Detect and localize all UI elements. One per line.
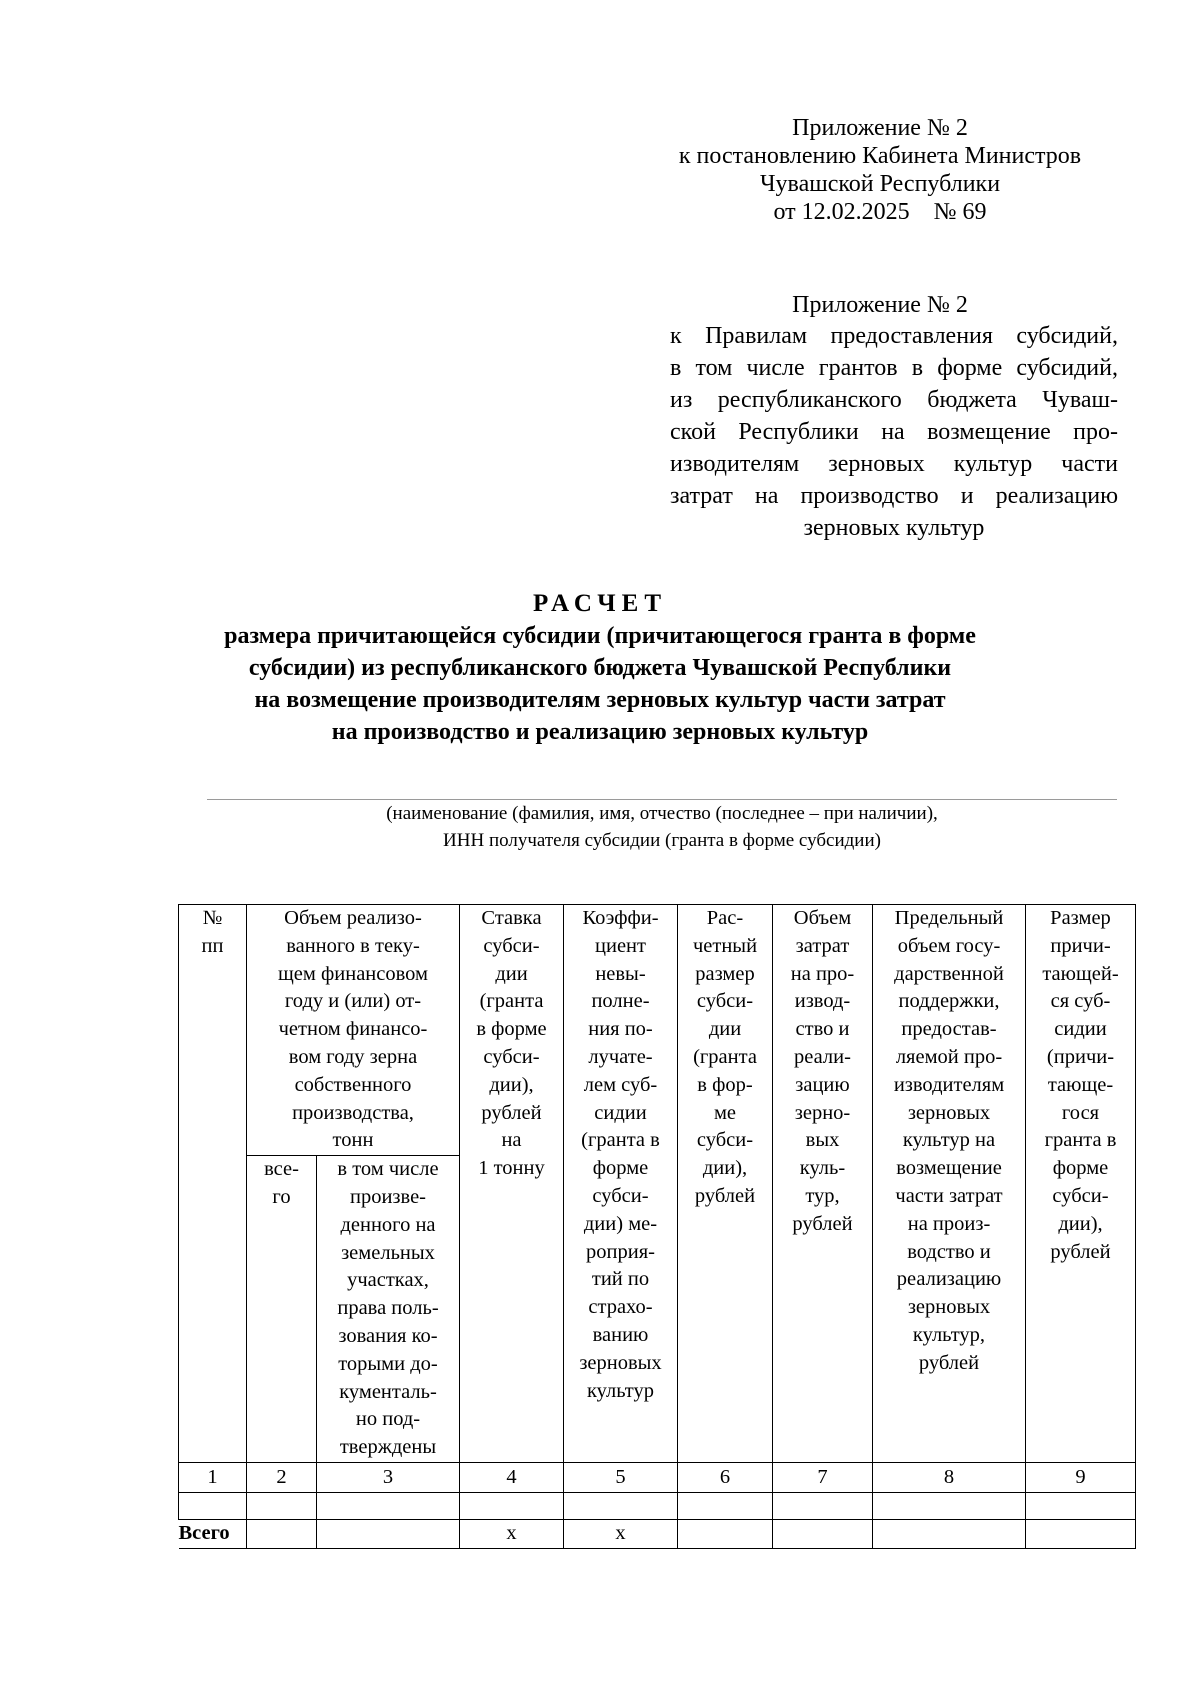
header-volume-group-cell bbox=[247, 905, 460, 1156]
header-line: в форме bbox=[476, 1018, 547, 1041]
header-line: рублей bbox=[694, 1184, 756, 1207]
header-line: (гранта в bbox=[581, 1129, 660, 1152]
header-costs-text bbox=[775, 905, 870, 1239]
subsidy-calculation-table bbox=[178, 904, 1136, 1549]
header-line: поддержки, bbox=[898, 990, 1000, 1013]
header-line: куль- bbox=[799, 1157, 846, 1180]
total-row bbox=[179, 1519, 1136, 1548]
rules-appendix-line: затрат на производство и реализацию bbox=[670, 483, 1118, 509]
header-line: ся суб- bbox=[1050, 990, 1111, 1013]
header-line: Предельный bbox=[894, 907, 1004, 929]
header-line: водство и bbox=[907, 1240, 991, 1263]
header-volume-own-land-cell bbox=[317, 1156, 460, 1463]
document-subtitle-line: на возмещение производителям зерновых культур части затрат bbox=[254, 687, 946, 713]
header-line: Объем bbox=[793, 907, 852, 929]
column-number-cell: 5 bbox=[564, 1462, 678, 1492]
header-line: Размер bbox=[1050, 907, 1111, 929]
header-line: изводителям bbox=[893, 1073, 1005, 1096]
header-volume-total-cell bbox=[247, 1156, 317, 1463]
column-number-cell: 4 bbox=[460, 1462, 564, 1492]
header-line: причи- bbox=[1050, 934, 1111, 957]
header-line: полне- bbox=[591, 990, 650, 1013]
table-cell[interactable] bbox=[247, 1492, 317, 1519]
header-limit-text bbox=[875, 905, 1023, 1378]
header-line: гранта в bbox=[1044, 1129, 1117, 1152]
header-line: четном финансо- bbox=[278, 1018, 428, 1041]
column-number-cell: 6 bbox=[678, 1462, 773, 1492]
header-line: циент bbox=[595, 934, 646, 957]
header-line: рублей bbox=[918, 1351, 980, 1374]
header-calculated-amount-text bbox=[680, 905, 770, 1211]
total-cell[interactable] bbox=[317, 1519, 460, 1548]
header-line: лем суб- bbox=[583, 1073, 658, 1096]
header-line: ванного в теку- bbox=[286, 934, 420, 957]
header-line: на произ- bbox=[907, 1212, 991, 1235]
header-line: сидии bbox=[594, 1101, 647, 1124]
header-line: дарственной bbox=[894, 962, 1004, 985]
header-line: культур bbox=[586, 1379, 654, 1402]
document-subtitle-line: на производство и реализацию зерновых культур bbox=[331, 719, 869, 745]
header-line: лучате- bbox=[588, 1045, 653, 1068]
recipient-caption bbox=[207, 800, 1117, 854]
header-line: № bbox=[202, 907, 223, 929]
header-line: участках, bbox=[347, 1269, 429, 1292]
header-coefficient-cell bbox=[564, 905, 678, 1463]
table-cell[interactable] bbox=[678, 1492, 773, 1519]
header-line: дии) ме- bbox=[583, 1212, 658, 1235]
decree-appendix-header bbox=[640, 114, 1120, 226]
document-heading bbox=[170, 588, 1030, 748]
header-line: зерновых bbox=[579, 1351, 662, 1374]
header-line: производства, bbox=[292, 1101, 414, 1124]
header-line: тверждены bbox=[339, 1436, 437, 1459]
document-subtitle-line: размера причитающейся субсидии (причитающегося гранта в форме bbox=[224, 623, 976, 649]
header-volume-group-text bbox=[249, 905, 457, 1155]
rules-appendix-line: зерновых культур bbox=[803, 515, 985, 541]
header-line: году и (или) от- bbox=[284, 990, 422, 1013]
header-line: Ставка bbox=[481, 907, 542, 929]
header-line: возмещение bbox=[896, 1157, 1002, 1180]
decree-reference: к постановлению Кабинета Министров bbox=[678, 143, 1082, 169]
rules-appendix-line: ской Республики на возмещение про- bbox=[670, 419, 1118, 445]
header-line: субси- bbox=[696, 990, 754, 1013]
header-line: ство и bbox=[795, 1018, 850, 1041]
header-line: рублей bbox=[792, 1212, 853, 1235]
header-line: торыми до- bbox=[338, 1352, 438, 1375]
total-cell[interactable] bbox=[873, 1519, 1026, 1548]
header-line: дии), bbox=[702, 1157, 748, 1180]
column-number-cell: 8 bbox=[873, 1462, 1026, 1492]
header-line: реализацию bbox=[896, 1268, 1002, 1291]
table-row bbox=[179, 1492, 1136, 1519]
header-number-cell bbox=[179, 905, 247, 1463]
header-line: 1 тонну bbox=[478, 1157, 545, 1180]
rules-appendix-line: в том числе грантов в форме субсидий, bbox=[670, 355, 1118, 381]
rules-appendix-line: к Правилам предоставления субсидий, bbox=[670, 323, 1118, 349]
header-line: тающей- bbox=[1042, 962, 1119, 985]
table-cell[interactable] bbox=[873, 1492, 1026, 1519]
header-line: субси- bbox=[483, 1045, 540, 1068]
header-line: го bbox=[272, 1185, 291, 1208]
header-line: (гранта bbox=[693, 1045, 757, 1068]
header-line: но под- bbox=[355, 1408, 421, 1431]
header-line: затрат bbox=[795, 934, 850, 957]
header-line: невы- bbox=[595, 962, 646, 985]
header-line: рублей bbox=[481, 1101, 542, 1124]
header-line: сидии bbox=[1054, 1018, 1107, 1041]
header-coefficient-text bbox=[566, 905, 675, 1405]
header-line: объем госу- bbox=[897, 934, 1001, 957]
table-cell[interactable] bbox=[564, 1492, 678, 1519]
header-line: культур, bbox=[912, 1323, 986, 1346]
header-line: вом году зерна bbox=[288, 1045, 418, 1068]
header-line: собственного bbox=[294, 1073, 412, 1096]
header-line: зацию bbox=[795, 1073, 850, 1096]
total-rate-mark: х bbox=[460, 1519, 564, 1548]
header-line: зерно- bbox=[794, 1101, 851, 1124]
rules-appendix-text bbox=[670, 320, 1118, 544]
recipient-caption-line: (наименование (фамилия, имя, отчество (последнее – при наличии), bbox=[386, 803, 938, 824]
header-line: четный bbox=[692, 934, 758, 957]
document-subtitle-line: субсидии) из республиканского бюджета Чувашской Республики bbox=[248, 655, 952, 681]
header-line: зерновых bbox=[907, 1101, 991, 1124]
header-line: тающе- bbox=[1047, 1073, 1114, 1096]
header-line: в фор- bbox=[697, 1073, 753, 1096]
header-rate-text bbox=[462, 905, 561, 1183]
header-line: извод- bbox=[794, 990, 851, 1013]
header-line: (причи- bbox=[1046, 1045, 1115, 1068]
column-number-cell: 3 bbox=[317, 1462, 460, 1492]
header-line: части затрат bbox=[895, 1184, 1003, 1207]
header-line: тий по bbox=[591, 1268, 650, 1291]
header-line: щем финансовом bbox=[278, 962, 428, 985]
header-line: рублей bbox=[1050, 1240, 1111, 1263]
header-calculated-amount-cell bbox=[678, 905, 773, 1463]
total-cell[interactable] bbox=[773, 1519, 873, 1548]
header-line: тонн bbox=[332, 1129, 374, 1152]
header-line: земельных bbox=[341, 1241, 435, 1264]
table-cell[interactable] bbox=[460, 1492, 564, 1519]
header-line: ния по- bbox=[588, 1018, 653, 1041]
decree-date-number: от 12.02.2025 № 69 bbox=[773, 199, 987, 225]
header-limit-cell bbox=[873, 905, 1026, 1463]
header-line: Рас- bbox=[706, 907, 744, 929]
recipient-caption-line: ИНН получателя субсидии (гранта в форме субсидии) bbox=[443, 830, 881, 851]
table-cell[interactable] bbox=[773, 1492, 873, 1519]
header-line: субси- bbox=[592, 1184, 649, 1207]
header-line: роприя- bbox=[586, 1240, 655, 1263]
header-line: субси- bbox=[1052, 1184, 1109, 1207]
header-line: форме bbox=[592, 1157, 649, 1180]
column-number-cell: 1 bbox=[179, 1462, 247, 1492]
header-line: субси- bbox=[696, 1129, 754, 1152]
header-line: дии bbox=[495, 962, 528, 985]
header-line: на про- bbox=[790, 962, 855, 985]
rules-appendix-title: Приложение № 2 bbox=[792, 292, 968, 318]
header-line: зерновых bbox=[907, 1296, 991, 1319]
header-line: культур на bbox=[902, 1129, 996, 1152]
header-line: Объем реализо- bbox=[284, 907, 422, 929]
header-line: денного на bbox=[340, 1213, 436, 1236]
column-number-cell: 7 bbox=[773, 1462, 873, 1492]
total-cell[interactable] bbox=[1026, 1519, 1136, 1548]
total-cell[interactable] bbox=[247, 1519, 317, 1548]
header-line: вых bbox=[805, 1129, 840, 1152]
header-line: ляемой про- bbox=[895, 1045, 1003, 1068]
rules-appendix-line: изводителям зерновых культур части bbox=[670, 451, 1118, 477]
header-line: на bbox=[501, 1129, 522, 1152]
header-rate-cell bbox=[460, 905, 564, 1463]
decree-republic: Чувашской Республики bbox=[759, 171, 1001, 197]
column-number-cell: 2 bbox=[247, 1462, 317, 1492]
header-line: предостав- bbox=[901, 1018, 997, 1041]
header-volume-own-land-text bbox=[319, 1156, 457, 1462]
header-line: субси- bbox=[483, 934, 540, 957]
header-line: произве- bbox=[349, 1185, 427, 1208]
header-line: кументаль- bbox=[339, 1380, 437, 1403]
header-line: в том числе bbox=[337, 1158, 439, 1181]
header-due-amount-text bbox=[1028, 905, 1133, 1266]
total-coefficient-mark: х bbox=[564, 1519, 678, 1548]
table-cell[interactable] bbox=[1026, 1492, 1136, 1519]
total-cell[interactable] bbox=[678, 1519, 773, 1548]
header-line: размер bbox=[695, 962, 755, 985]
header-line: все- bbox=[264, 1158, 299, 1181]
table-cell[interactable] bbox=[317, 1492, 460, 1519]
table-cell[interactable] bbox=[179, 1492, 247, 1519]
header-line: зования ко- bbox=[338, 1324, 438, 1347]
header-line: права поль- bbox=[337, 1297, 439, 1320]
header-volume-total-text bbox=[249, 1156, 314, 1212]
header-line: дии), bbox=[489, 1073, 534, 1096]
header-line: гося bbox=[1061, 1101, 1100, 1124]
header-line: ванию bbox=[592, 1323, 649, 1346]
header-line: тур, bbox=[805, 1184, 840, 1207]
header-line: (гранта bbox=[479, 990, 544, 1013]
header-number-text bbox=[181, 905, 244, 961]
rules-appendix-line: из республиканского бюджета Чуваш- bbox=[670, 387, 1118, 413]
header-line: пп bbox=[201, 934, 224, 957]
decree-appendix-title: Приложение № 2 bbox=[792, 115, 968, 141]
total-label: Всего bbox=[179, 1519, 247, 1548]
column-number-cell: 9 bbox=[1026, 1462, 1136, 1492]
header-due-amount-cell bbox=[1026, 905, 1136, 1463]
header-line: дии), bbox=[1058, 1212, 1103, 1235]
header-line: реали- bbox=[794, 1045, 851, 1068]
header-line: Коэффи- bbox=[582, 907, 659, 929]
header-line: форме bbox=[1052, 1157, 1109, 1180]
document-title: РАСЧЕТ bbox=[532, 590, 667, 617]
header-line: ме bbox=[713, 1101, 737, 1124]
column-numbers-row bbox=[179, 1462, 1136, 1492]
table-header-row bbox=[179, 905, 1136, 1156]
header-line: дии bbox=[708, 1018, 742, 1041]
header-line: страхо- bbox=[588, 1296, 653, 1319]
header-costs-cell bbox=[773, 905, 873, 1463]
